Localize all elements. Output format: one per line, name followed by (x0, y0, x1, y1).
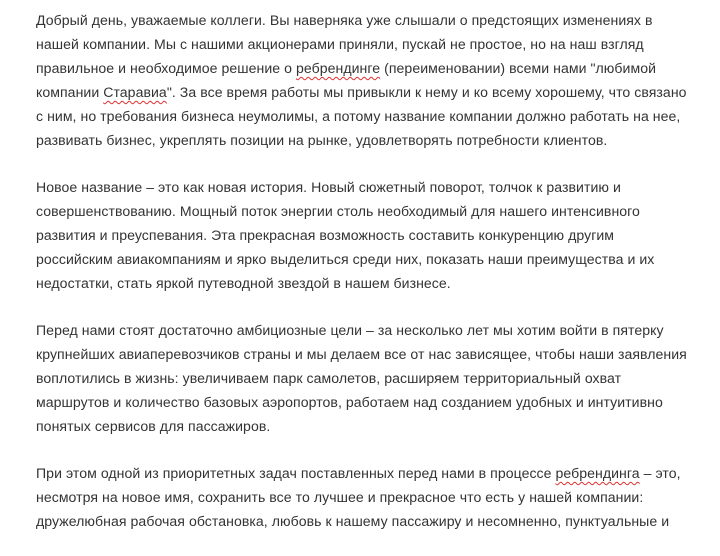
text-line (36, 104, 708, 128)
text-segment: компании (36, 84, 104, 100)
text-line (36, 175, 708, 199)
text-line (36, 32, 708, 56)
paragraph-goals (36, 318, 708, 438)
text-line (36, 485, 708, 509)
text-segment: развития и преуспевания. Эта прекрасная возможность составить конкуренцию другим (36, 227, 615, 243)
misspelled-word: ребрендинга (555, 465, 640, 481)
text-line (36, 342, 708, 366)
text-line (36, 390, 708, 414)
text-line (36, 223, 708, 247)
text-segment: развивать бизнес, укреплять позиции на рынке, удовлетворять потребности клиентов. (36, 132, 608, 148)
text-segment: – это, (639, 465, 681, 481)
paragraph-priorities (36, 461, 708, 533)
text-segment: несмотря на новое имя, сохранить все то лучшее и прекрасное что есть у нашей компании: (36, 489, 644, 505)
text-segment: ". За все время работы мы привыкли к нему и ко всему хорошему, что связано (166, 84, 687, 100)
text-segment: Добрый день, уважаемые коллеги. Вы наверняка уже слышали о предстоящих изменениях в (36, 12, 653, 28)
text-segment: правильное и необходимое решение о (36, 60, 296, 76)
text-line (36, 509, 708, 533)
text-segment: маршрутов и количество базовых аэропортов, работаем над созданием удобных и интуитивно (36, 394, 663, 410)
misspelled-word: Старавиа (103, 84, 167, 100)
text-segment: (переименовании) всеми нами "любимой (380, 60, 657, 76)
misspelled-word: ребрендинге (296, 60, 381, 76)
text-segment: нашей компании. Мы с нашими акционерами приняли, пускай не простое, но на наш взгляд (36, 36, 644, 52)
paragraph-new-name (36, 175, 708, 295)
text-line (36, 461, 708, 485)
text-segment: недостатки, стать яркой путеводной звездой в нашем бизнесе. (36, 275, 451, 291)
text-segment: воплотились в жизнь: увеличиваем парк самолетов, расширяем территориальный охват (36, 370, 622, 386)
text-line (36, 199, 708, 223)
document-body (36, 8, 708, 556)
text-line (36, 366, 708, 390)
text-segment: Перед нами стоят достаточно амбициозные цели – за несколько лет мы хотим войти в пятерку (36, 322, 664, 338)
text-line (36, 247, 708, 271)
text-line (36, 80, 708, 104)
text-segment: с ним, но требования бизнеса неумолимы, а потому название компании должно работать на нее, (36, 108, 681, 124)
text-segment: дружелюбная рабочая обстановка, любовь к нашему пассажиру и несомненно, пунктуальные и (36, 513, 670, 529)
text-line (36, 56, 708, 80)
text-line (36, 271, 708, 295)
text-line (36, 8, 708, 32)
text-segment: совершенствованию. Мощный поток энергии столь необходимый для нашего интенсивного (36, 203, 640, 219)
text-segment: российским авиакомпаниям и ярко выделиться среди них, показать наши преимущества и их (36, 251, 655, 267)
text-line (36, 128, 708, 152)
text-segment: крупнейших авиаперевозчиков страны и мы делаем все от нас зависящее, чтобы наши заявления (36, 346, 687, 362)
text-segment: При этом одной из приоритетных задач поставленных перед нами в процессе (36, 465, 556, 481)
text-segment: Новое название – это как новая история. Новый сюжетный поворот, толчок к развитию и (36, 179, 621, 195)
text-line (36, 414, 708, 438)
text-line (36, 318, 708, 342)
paragraph-greeting (36, 8, 708, 152)
text-segment: понятых сервисов для пассажиров. (36, 418, 271, 434)
